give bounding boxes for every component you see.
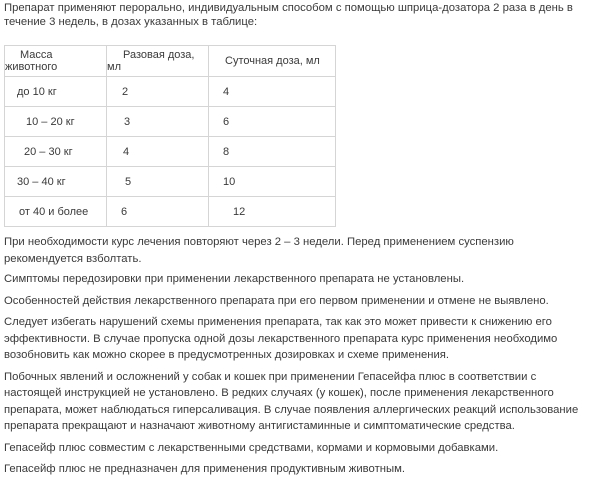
paragraph-first-use: Особенностей действия лекарственного препарата при его первом применении и отмене не выявлено.: [4, 294, 549, 307]
table-cell: 4: [209, 77, 336, 107]
table-cell: 3: [107, 107, 209, 137]
table-cell: от 40 и более: [5, 197, 107, 227]
header-cell-mass: Масса животного: [5, 46, 107, 77]
document-body: [4, 0, 596, 475]
table-row: [5, 167, 336, 197]
table-header-row: [5, 46, 336, 77]
table-cell: 6: [209, 107, 336, 137]
table-cell: 8: [209, 137, 336, 167]
intro-paragraph: Препарат применяют перорально, индивидуальным способом с помощью шприца-дозатора 2 раза в день в течение 3 недель, в дозах указанных в таблице:: [4, 2, 573, 28]
paragraph-compatibility: Гепасейф плюс совместим с лекарственными средствами, кормами и кормовыми добавками.: [4, 441, 499, 454]
table-cell: 6: [107, 197, 209, 227]
table-cell: 2: [107, 77, 209, 107]
table-row: [5, 107, 336, 137]
header-cell-daily-dose: Суточная доза, мл: [209, 46, 336, 77]
table-cell: 5: [107, 167, 209, 197]
table-cell: 10: [209, 167, 336, 197]
dosage-table: [4, 45, 336, 227]
paragraph-missed-dose: Следует избегать нарушений схемы применения препарата, так как это может привести к снижению его эффективности. В случае пропуска одной дозы лекарственного препарата курс применения необходимо возобновить как можно скорее в предусмотренных дозировках и схеме применения.: [4, 316, 558, 361]
paragraph-overdose: Симптомы передозировки при применении лекарственного препарата не установлены.: [4, 273, 465, 285]
table-cell: 20 – 30 кг: [5, 137, 107, 167]
table-cell: 4: [107, 137, 209, 167]
table-cell: 30 – 40 кг: [5, 167, 107, 197]
paragraph-side-effects: Побочных явлений и осложнений у собак и кошек при применении Гепасейфа плюс в соответствии с настоящей инструкцией не установлено. В редких случаях (у кошек), после применения лекарственного препарата, может наблюдаться гиперсаливация. В случае появления аллергических реакций использование препарата прекращают и назначают животному антигистаминные и симптоматические средства.: [4, 370, 579, 432]
table-cell: 10 – 20 кг: [5, 107, 107, 137]
table-row: [5, 137, 336, 167]
paragraph-productive-animals: Гепасейф плюс не предназначен для применения продуктивным животным.: [4, 463, 406, 475]
table-cell: 12: [209, 197, 336, 227]
instructions-text: [4, 234, 596, 478]
table-row: [5, 197, 336, 227]
paragraph-repeat-course: При необходимости курс лечения повторяют через 2 – 3 недели. Перед применением суспензию рекомендуется взболтать.: [4, 236, 514, 265]
table-cell: до 10 кг: [5, 77, 107, 107]
table-row: [5, 77, 336, 107]
header-cell-single-dose: Разовая доза, мл: [107, 46, 209, 77]
